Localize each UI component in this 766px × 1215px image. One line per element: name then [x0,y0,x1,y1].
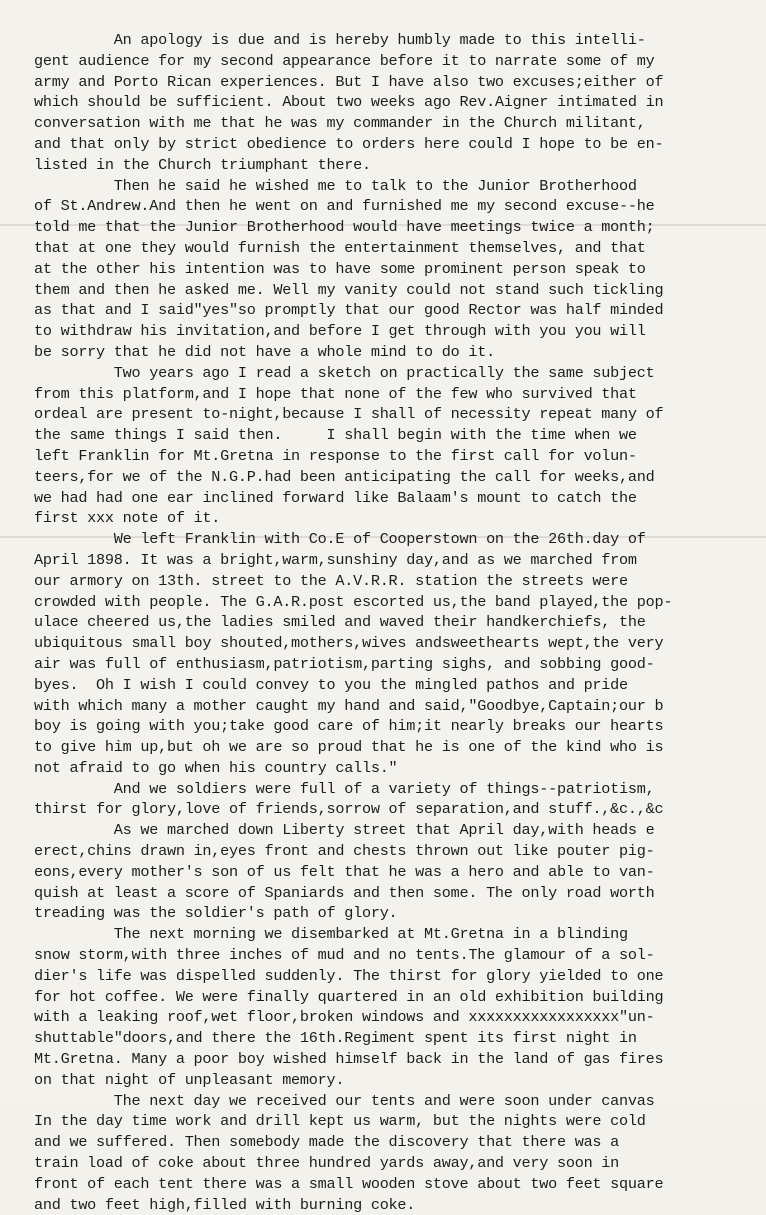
text-line: our armory on 13th. street to the A.V.R.R. station the streets were [34,571,628,590]
text-line: to give him up,but oh we are so proud that he is one of the kind who is [34,738,664,757]
text-line: We left Franklin with Co.E of Cooperstown on the 26th.day of [34,530,646,549]
text-line: left Franklin for Mt.Gretna in response to the first call for volun- [34,446,637,465]
text-line: at the other his intention was to have some prominent person speak to [34,259,646,278]
text-line: not afraid to go when his country calls." [34,758,398,777]
text-line: In the day time work and drill kept us warm, but the nights were cold [34,1112,646,1131]
text-line: from this platform,and I hope that none of the few who survived that [34,384,637,403]
text-line: erect,chins drawn in,eyes front and chests thrown out like pouter pig- [34,842,655,861]
text-line: shuttable"doors,and there the 16th.Regiment spent its first night in [34,1029,637,1048]
text-line: The next day we received our tents and were soon under canvas [34,1091,655,1110]
text-line: And we soldiers were full of a variety of things--patriotism, [34,779,655,798]
text-line: crowded with people. The G.A.R.post escorted us,the band played,the pop- [34,592,673,611]
text-line: and two feet high,filled with burning coke. [34,1195,416,1214]
text-line: first xxx note of it. [34,509,221,528]
text-line: teers,for we of the N.G.P.had been anticipating the call for weeks,and [34,467,655,486]
text-line: train load of coke about three hundred yards away,and very soon in [34,1154,620,1173]
text-line: quish at least a score of Spaniards and then some. The only road worth [34,883,655,902]
text-line: dier's life was dispelled suddenly. The thirst for glory yielded to one [34,966,664,985]
text-line: we had had one ear inclined forward like Balaam's mount to catch the [34,488,637,507]
text-line: Mt.Gretna. Many a poor boy wished himself back in the land of gas fires [34,1050,664,1069]
text-line: be sorry that he did not have a whole mind to do it. [34,342,495,361]
text-line: which should be sufficient. About two weeks ago Rev.Aigner intimated in [34,93,664,112]
text-line: with which many a mother caught my hand and said,"Goodbye,Captain;our b [34,696,664,715]
text-line: Two years ago I read a sketch on practically the same subject [34,363,655,382]
text-line: and we suffered. Then somebody made the discovery that there was a [34,1133,620,1152]
text-line: An apology is due and is hereby humbly made to this intelli- [34,31,646,49]
text-line: the same things I said then. I shall begin with the time when we [34,426,637,445]
typed-text-body [34,30,740,1215]
text-line: of St.Andrew.And then he went on and furnished me my second excuse--he [34,197,655,216]
text-line: ulace cheered us,the ladies smiled and waved their handkerchiefs, the [34,613,646,632]
text-line: to withdraw his invitation,and before I get through with you you will [34,322,646,341]
text-line: army and Porto Rican experiences. But I have also two excuses;either of [34,72,664,91]
text-line: for hot coffee. We were finally quartered in an old exhibition building [34,987,664,1006]
text-line: eons,every mother's son of us felt that he was a hero and able to van- [34,862,655,881]
text-line: ordeal are present to-night,because I shall of necessity repeat many of [34,405,664,424]
text-line: April 1898. It was a bright,warm,sunshiny day,and as we marched from [34,550,637,569]
text-line: gent audience for my second appearance before it to narrate some of my [34,51,655,70]
text-line: and that only by strict obedience to orders here could I hope to be en- [34,134,664,153]
text-line: Then he said he wished me to talk to the Junior Brotherhood [34,176,637,195]
text-line: that at one they would furnish the entertainment themselves, and that [34,238,646,257]
text-line: conversation with me that he was my commander in the Church militant, [34,114,646,133]
text-line: byes. Oh I wish I could convey to you the mingled pathos and pride [34,675,628,694]
text-line: listed in the Church triumphant there. [34,155,371,174]
text-line: front of each tent there was a small wooden stove about two feet square [34,1174,664,1193]
text-line: them and then he asked me. Well my vanity could not stand such tickling [34,280,664,299]
text-line: boy is going with you;take good care of him;it nearly breaks our hearts [34,717,664,736]
text-line: The next morning we disembarked at Mt.Gretna in a blinding [34,925,628,944]
text-line: air was full of enthusiasm,patriotism,parting sighs, and sobbing good- [34,654,655,673]
text-line: told me that the Junior Brotherhood would have meetings twice a month; [34,218,655,237]
text-line: ubiquitous small boy shouted,mothers,wives andsweethearts wept,the very [34,634,664,653]
text-line: with a leaking roof,wet floor,broken windows and xxxxxxxxxxxxxxxxx"un- [34,1008,655,1027]
text-line: as that and I said"yes"so promptly that our good Rector was half minded [34,301,664,320]
text-line: treading was the soldier's path of glory. [34,904,398,923]
text-line: snow storm,with three inches of mud and no tents.The glamour of a sol- [34,946,655,965]
text-line: As we marched down Liberty street that April day,with heads e [34,821,655,840]
text-line: on that night of unpleasant memory. [34,1070,345,1089]
text-line: thirst for glory,love of friends,sorrow of separation,and stuff.,&c.,&c [34,800,664,819]
